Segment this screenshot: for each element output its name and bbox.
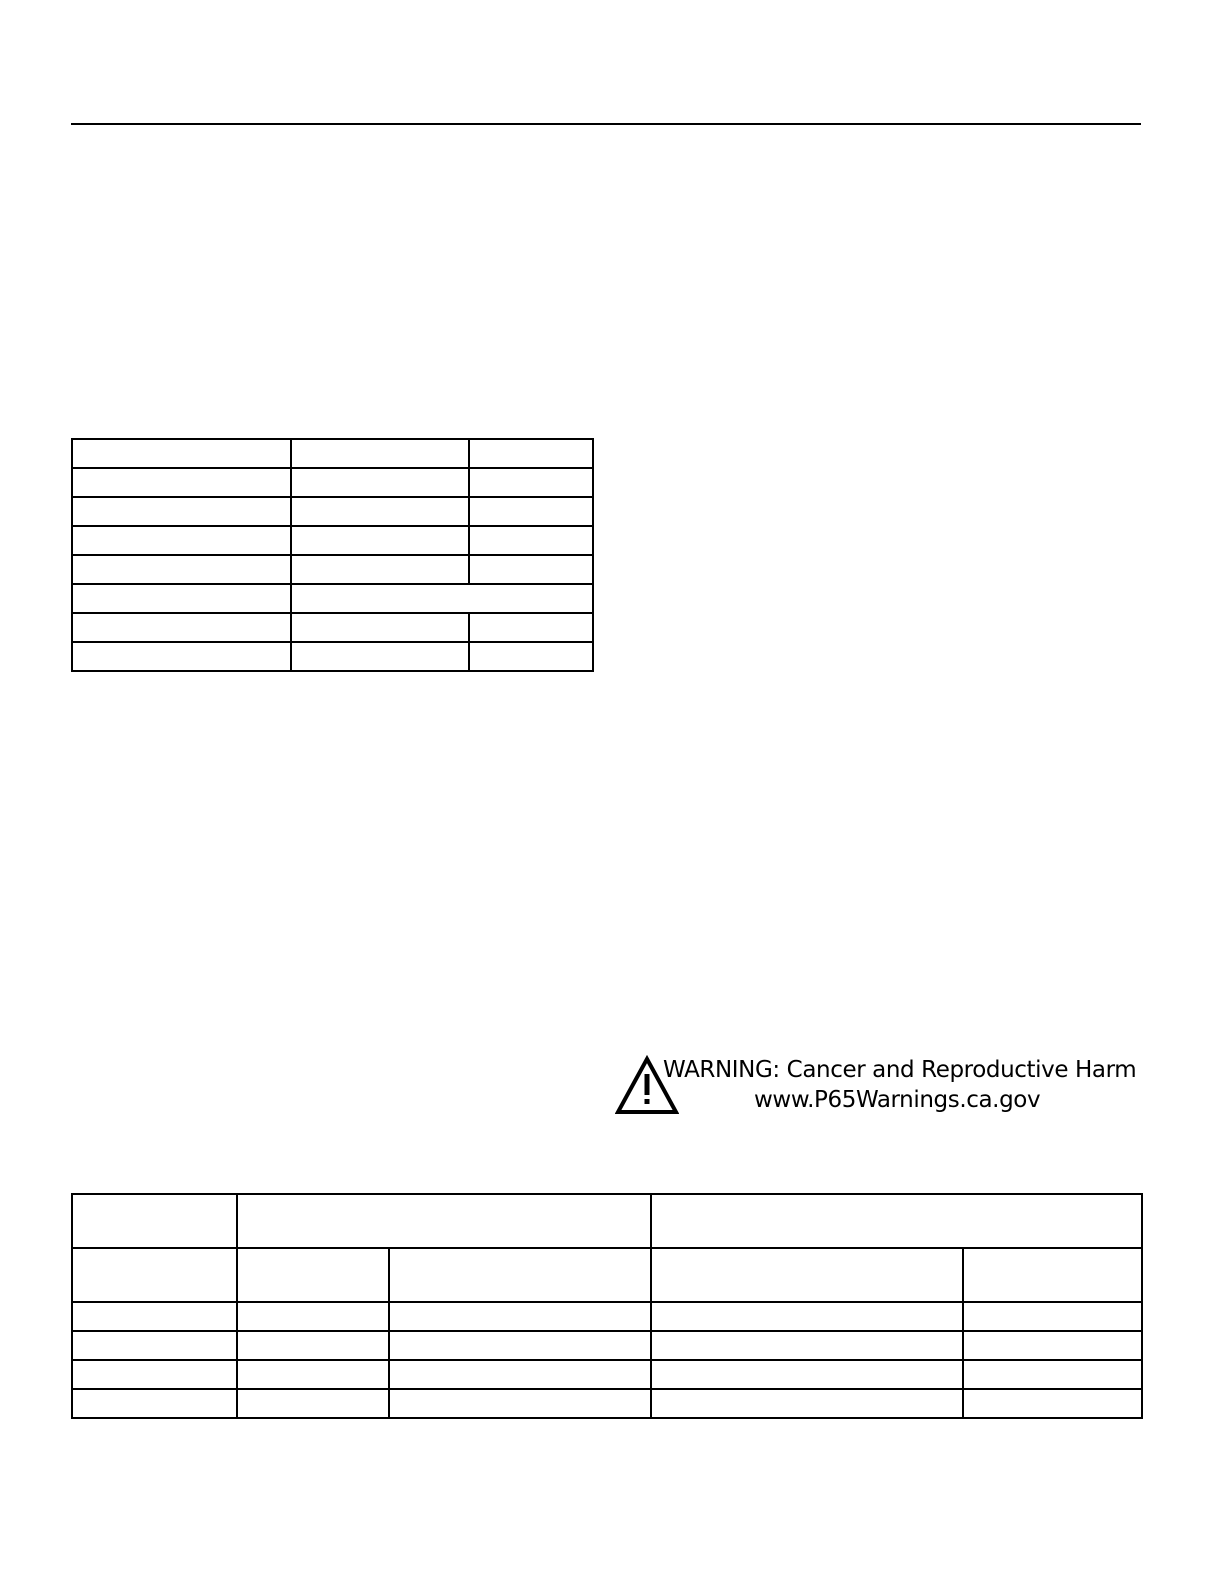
table-header-cell	[651, 1248, 963, 1302]
table-cell	[963, 1360, 1142, 1389]
table-row	[72, 1389, 1142, 1418]
table-cell	[72, 439, 291, 468]
table-cell	[963, 1331, 1142, 1360]
table-cell	[237, 1360, 389, 1389]
table-cell	[72, 1331, 237, 1360]
warning-title: WARNING: Cancer and Reproductive Harm	[663, 1057, 1137, 1083]
table-cell	[237, 1331, 389, 1360]
table-cell	[237, 1389, 389, 1418]
table-cell	[651, 1360, 963, 1389]
table-row	[72, 1331, 1142, 1360]
table-header-group	[237, 1194, 651, 1248]
table-cell	[291, 526, 469, 555]
table-header-cell	[389, 1248, 651, 1302]
table-cell	[389, 1331, 651, 1360]
table-cell	[651, 1331, 963, 1360]
table-subheader-row	[72, 1248, 1142, 1302]
table-header-cell	[237, 1248, 389, 1302]
table-row	[72, 526, 593, 555]
table-header-group	[651, 1194, 1142, 1248]
table-row	[72, 584, 593, 613]
table-cell	[469, 613, 593, 642]
table-cell	[469, 497, 593, 526]
table-header-row	[72, 1194, 1142, 1248]
warning-link[interactable]: www.P65Warnings.ca.gov	[754, 1087, 1041, 1113]
table-row	[72, 497, 593, 526]
table-cell	[291, 555, 469, 584]
data-table	[71, 1193, 1143, 1419]
table-cell	[72, 584, 291, 613]
table-cell-merged	[291, 584, 593, 613]
table-cell	[237, 1302, 389, 1331]
table-cell	[389, 1360, 651, 1389]
table-header-cell	[963, 1248, 1142, 1302]
table-header-cell	[72, 1248, 237, 1302]
table-cell	[651, 1389, 963, 1418]
table-row	[72, 1302, 1142, 1331]
header-rule	[71, 123, 1141, 125]
table-row	[72, 1360, 1142, 1389]
table-cell	[72, 642, 291, 671]
table-cell	[469, 439, 593, 468]
table-cell	[72, 526, 291, 555]
table-cell	[469, 526, 593, 555]
table-cell	[72, 1389, 237, 1418]
table-cell	[291, 497, 469, 526]
table-cell	[469, 555, 593, 584]
table-cell	[963, 1389, 1142, 1418]
table-cell	[469, 468, 593, 497]
table-cell	[291, 613, 469, 642]
specifications-table	[71, 438, 594, 672]
table-cell	[469, 642, 593, 671]
table-cell	[291, 642, 469, 671]
table-cell	[291, 468, 469, 497]
table-row	[72, 613, 593, 642]
table-row	[72, 555, 593, 584]
table-cell	[72, 613, 291, 642]
table-cell	[651, 1302, 963, 1331]
table-cell	[72, 1302, 237, 1331]
table-header-cell	[72, 1194, 237, 1248]
table-row	[72, 642, 593, 671]
table-cell	[291, 439, 469, 468]
table-cell	[72, 497, 291, 526]
table-cell	[72, 1360, 237, 1389]
table-cell	[389, 1302, 651, 1331]
table-row	[72, 439, 593, 468]
table-cell	[389, 1389, 651, 1418]
table-cell	[72, 468, 291, 497]
table-row	[72, 468, 593, 497]
table-cell	[72, 555, 291, 584]
table-cell	[963, 1302, 1142, 1331]
prop65-warning	[615, 1054, 1145, 1116]
